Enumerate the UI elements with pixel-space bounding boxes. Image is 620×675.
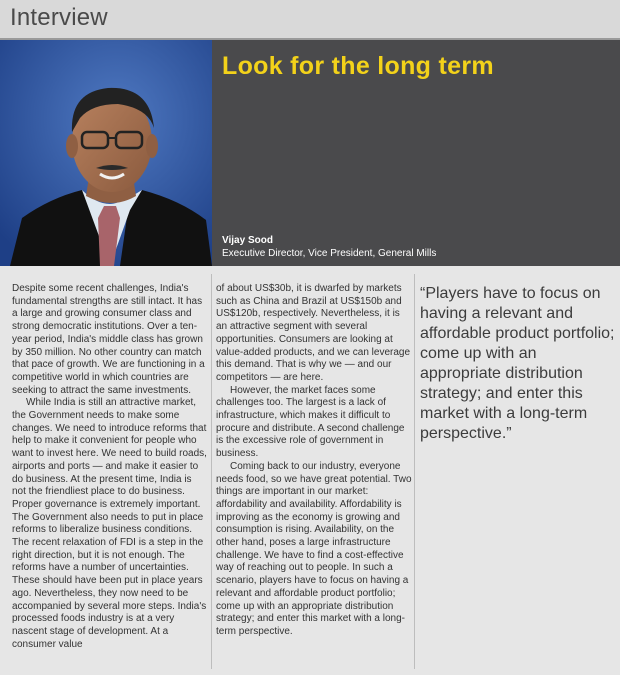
person-role: Executive Director, Vice President, General Mills — [222, 248, 437, 259]
paragraph: Despite some recent challenges, India's fundamental strengths are still intact. It has a large and growing consumer class and strong democratic institutions. Over a ten-year period, India's middle class has grown by 350 million. No other country can match that pace of growth. We are functioning in a competitive world in which countries are seeking to attract the same investments. — [12, 283, 205, 396]
person-name: Vijay Sood — [222, 235, 273, 246]
header-bar — [0, 0, 620, 40]
article-column-2 — [216, 283, 412, 639]
article-column-1 — [12, 283, 208, 651]
headline: Look for the long term — [222, 52, 494, 80]
paragraph: While India is still an attractive market, the Government needs to make some changes. We need to introduce reforms that help to make it convenient for people who want to invest here. We need to build roads, airports and ports — and make it easier to do business. At the present time, India is not the friendliest place to do business. Proper governance is extremely important. The Government also needs to put in place reforms to liberalize business conditions. The recent relaxation of FDI is a step in the right direction, but it is not enough. The reforms have a number of uncertainties. These should have been put in place years ago. Nevertheless, they now need to be accompanied by several more steps. India's processed foods industry is at a very nascent stage of development. At a consumer value — [12, 397, 207, 650]
hero-banner — [0, 40, 620, 266]
pull-quote: “Players have to focus on having a relevant and affordable product portfolio; come up with an appropriate distribution strategy; and enter this market with a long-term perspective.” — [420, 285, 615, 442]
column-divider — [414, 274, 415, 669]
section-label: Interview — [10, 4, 108, 31]
portrait-photo — [0, 40, 212, 266]
paragraph: Coming back to our industry, everyone needs food, so we have great potential. Two things are important in our market: affordability and availability. Affordability is improving as the economy is growing and consumption is rising. Availability, on the other hand, poses a large infrastructure challenge. We have to find a cost-effective way of reaching out to people. In such a scenario, players have to focus on having a relevant and affordable product portfolio; come up with an appropriate distribution strategy; and enter this market with a long-term perspective. — [216, 460, 412, 637]
portrait-illustration — [0, 40, 212, 266]
paragraph: However, the market faces some challenges too. The largest is a lack of infrastructure, which makes it difficult to procure and distribute. A second challenge is the excessive role of government in business. — [216, 384, 405, 460]
paragraph: of about US$30b, it is dwarfed by markets such as China and Brazil at US$150b and US$120b, respectively. Nevertheless, it is an attractive segment with several opportunities. Consumers are looking at value-added products, and we can leverage this demand. That is why we — and our competitors — are here. — [216, 283, 411, 383]
column-divider — [211, 274, 212, 669]
